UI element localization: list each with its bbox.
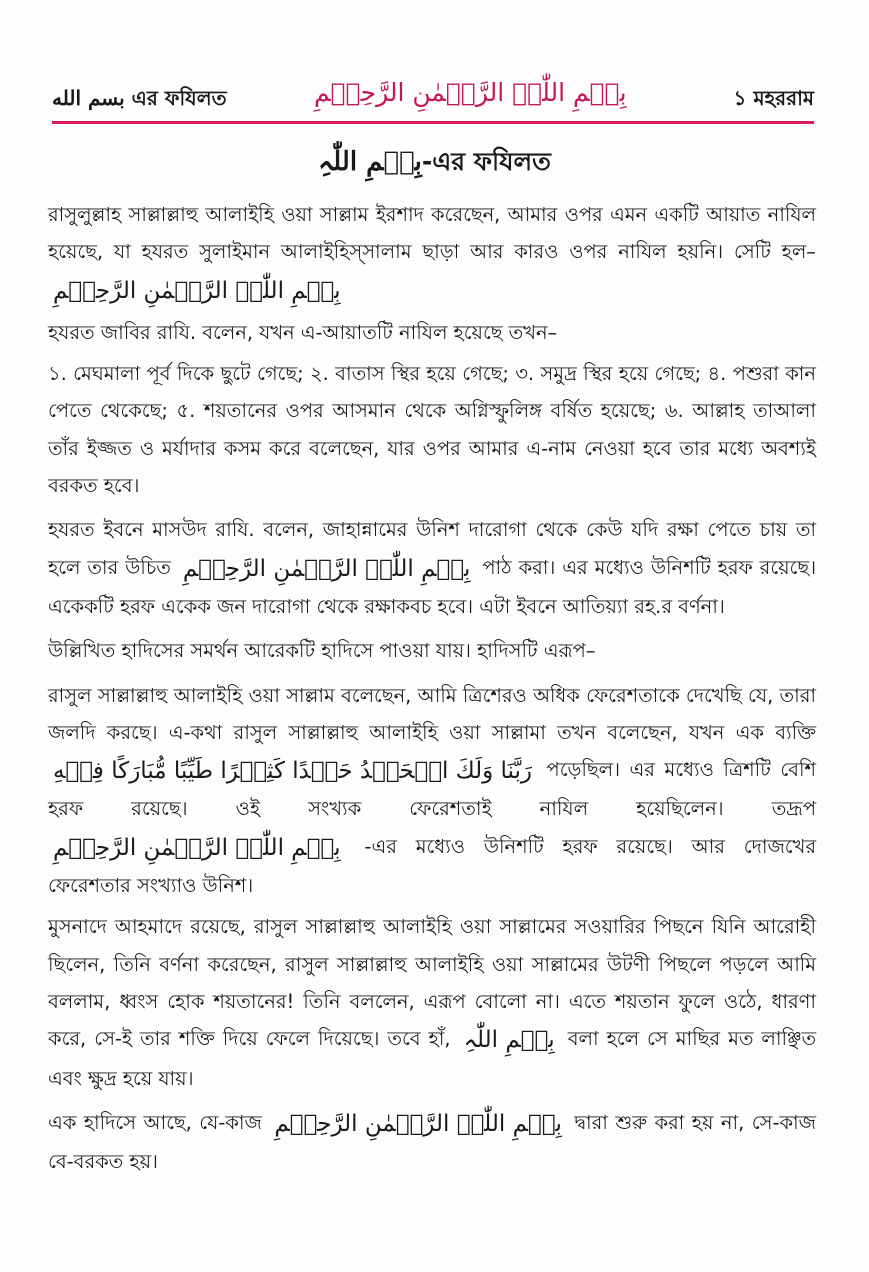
p6-text-b: পড়েছিল। এর মধ্যেও ত্রিশটি বেশি হরফ রয়েছে। ওই সংখ্যক ফেরেশতাই নাযিল হয়েছিলেন। তদ্রূপ [48,758,816,821]
p7-arabic: بِسۡمِ اللّٰہِ [463,1027,555,1054]
p3-text: ১. মেঘমালা পূর্ব দিকে ছুটে গেছে; ২. বাতাস স্থির হয়ে গেছে; ৩. সমুদ্র স্থির হয়ে গেছে; ৪. পশুরা কান পেতে থেকেছে; ৫. শয়তানের ওপর আসমান থেকে অগ্নিস্ফুলিঙ্গ বর্ষিত হয়েছে; ৬. আল্লাহ তাআলা তাঁর ইজ্জত ও মর্যাদার কসম করে বলেছেন, যার ওপর আমার এ-নাম নেওয়া হবে তার মধ্যে অবশ্যই বরকত হবে। [48,362,816,498]
p7-text-a: মুসনাদে আহমাদে রয়েছে, রাসুল সাল্লাল্লাহু আলাইহি ওয়া সাল্লামের সওয়ারির পিছনে যিনি আরোহী ছিলেন, তিনি বর্ণনা করেছেন, রাসুল সাল্লাল্লাহু আলাইহি ওয়া সাল্লামের উটণী পিছলে পড়লে আমি বললাম, ধ্বংস হোক শয়তানের! তিনি বললেন, এরূপ বোলো না। এতে শয়তান ফুলে ওঠে, ধারণা করে, সে-ই তার শক্তি দিয়ে ফেলে দিয়েছে। তবে হাঁ, [48,915,816,1051]
p6-text-c: -এর মধ্যেও উনিশটি হরফ রয়েছে। আর দোজখের ফেরেশতার সংখ্যাও উনিশ। [48,834,816,898]
paragraph-8 [48,1104,816,1181]
p6-arabic-dua: رَبَّنَا وَلَكَ الۡحَمۡدُ حَمۡدًا كَثِيۡرًا طَيِّبًا مُّبَارَكًا فِيۡهِ [53,758,532,785]
paragraph-4 [48,511,816,625]
p2-text: হযরত জাবির রাযি. বলেন, যখন এ-আয়াতটি নাযিল হয়েছে তখন– [48,320,558,344]
paragraph-3 [48,355,816,504]
p7-text-b: বলা হলে সে মাছির মত লাঞ্ছিত এবং ক্ষুদ্র হয়ে যায়। [48,1027,817,1090]
p1-arabic: بِسۡمِ اللّٰہِ الرَّحۡمٰنِ الرَّحِیۡمِ [53,277,341,304]
p4-arabic: بِسۡمِ اللّٰہِ الرَّحۡمٰنِ الرَّحِیۡمِ [182,555,471,582]
running-header-left [52,84,227,117]
p6-arabic-bismillah: بِسۡمِ اللّٰہِ الرَّحۡمٰنِ الرَّحِیۡمِ [53,834,341,861]
p6-text-a: রাসুল সাল্লাল্লাহু আলাইহি ওয়া সাল্লাম বলেছেন, আমি ত্রিশেরও অধিক ফেরেশতাকে দেখেছি যে, তারা জলদি করছে। এ-কথা রাসুল সাল্লাল্লাহু আলাইহি ওয়া সাল্লামা তখন বলেছেন, যখন এক ব্যক্তি [48,683,816,744]
paragraph-5 [48,632,816,669]
title-arabic: بِسۡمِ اللّٰہِ [318,147,422,177]
paragraph-7 [48,908,816,1096]
paragraph-2 [48,314,816,351]
p8-arabic: بِسۡمِ اللّٰہِ الرَّحۡمٰنِ الرَّحِیۡمِ [274,1110,562,1137]
body-text [48,196,816,1187]
header-bismillah: بِسۡمِ اللّٰہِ الرَّحۡمٰنِ الرَّحِیۡمِ [314,78,627,107]
header-left-arabic: بسم الله [52,86,125,110]
p1-text: রাসুলুল্লাহ সাল্লাল্লাহু আলাইহি ওয়া সাল্লাম ইরশাদ করেছেন, আমার ওপর এমন একটি আয়াত নাযিল হয়েছে, যা হযরত সুলাইমান আলাইহিস্সালাম ছাড়া আর কারও ওপর নাযিল হয়নি। সেটি হল– [48,203,816,264]
p5-text: উল্লিখিত হাদিসের সমর্থন আরেকটি হাদিসে পাওয়া যায়। হাদিসটি এরূপ– [48,639,596,663]
paragraph-6 [48,677,816,905]
title-text: -এর ফযিলত [421,147,551,176]
chapter-title [0,142,869,185]
p8-text-b: দ্বারা শুরু করা হয় না, সে-কাজ বে-বরকত হয়। [48,1110,816,1174]
header-divider [52,121,814,124]
p8-text-a: এক হাদিসে আছে, যে-কাজ [48,1110,262,1134]
running-header [52,78,814,118]
p4-text-b: পাঠ করা। এর মধ্যেও উনিশটি হরফ রয়েছে। একেকটি হরফ একেক জন দারোগা থেকে রক্ষাকবচ হবে। এটা ইবনে আতিয়্যা রহ.র বর্ণনা। [48,555,817,618]
header-date: ১ মহররাম [733,86,814,110]
p4-text-a: হযরত ইবনে মাসউদ রাযি. বলেন, জাহান্নামের উনিশ দারোগা থেকে কেউ যদি রক্ষা পেতে চায় তা হলে তার উচিত [48,518,816,579]
header-left-text: এর ফযিলত [131,86,227,110]
paragraph-1 [48,196,816,310]
